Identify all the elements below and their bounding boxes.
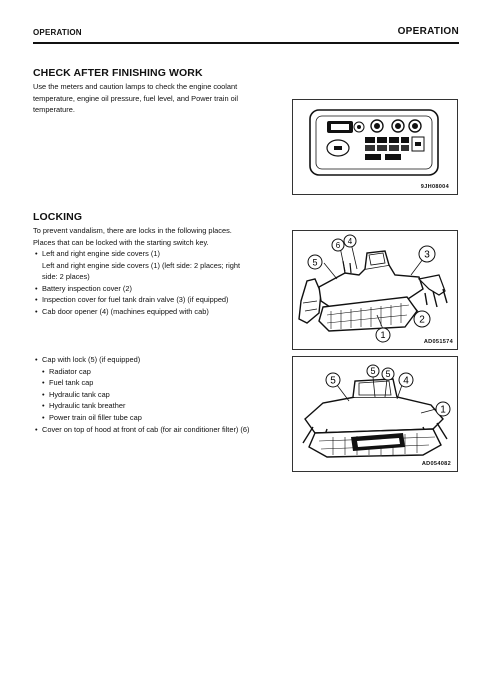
list-item: • Hydraulic tank breather bbox=[42, 401, 126, 411]
callout-3: 3 bbox=[424, 249, 430, 261]
bullet-icon: • bbox=[35, 355, 38, 364]
list-item: • Fuel tank cap bbox=[42, 378, 94, 388]
lock-list-caps bbox=[34, 354, 286, 435]
header-chapter-label: OPERATION bbox=[397, 26, 459, 37]
section1-line: temperature. bbox=[33, 105, 75, 115]
bullet-icon: • bbox=[35, 295, 38, 305]
callout-1: 1 bbox=[440, 404, 446, 416]
header-rule bbox=[33, 42, 459, 44]
list-item: • Left and right engine side covers (1) bbox=[35, 249, 160, 258]
section1-line: temperature, engine oil pressure, fuel level, and Power train oil bbox=[33, 93, 238, 103]
bullet-icon: • bbox=[35, 306, 38, 316]
callout-5: 5 bbox=[370, 366, 376, 376]
bullet-icon: • bbox=[42, 378, 45, 388]
section-title-locking: LOCKING bbox=[33, 211, 83, 223]
list-item: • Battery inspection cover (2) bbox=[35, 283, 132, 293]
lock-list-switch-key bbox=[34, 248, 282, 318]
bullet-icon: • bbox=[42, 389, 45, 399]
callout-4: 4 bbox=[347, 237, 353, 246]
list-item: • Power train oil filler tube cap bbox=[42, 412, 142, 422]
bulldozer-drawing bbox=[293, 231, 457, 349]
section1-paragraph bbox=[33, 81, 283, 116]
callout-5: 5 bbox=[312, 257, 318, 268]
bullet-icon: • bbox=[35, 249, 38, 258]
page-header bbox=[33, 26, 459, 40]
callout-1: 1 bbox=[380, 330, 386, 340]
list-item: Left and right engine side covers (1) (left side: 2 places; right bbox=[42, 260, 241, 270]
callout-5: 5 bbox=[385, 369, 391, 379]
figure-bulldozer-side-locks bbox=[292, 230, 458, 350]
figure-instrument-panel bbox=[292, 99, 458, 195]
list-item: • Hydraulic tank cap bbox=[42, 389, 110, 399]
figure-id: 9JH08004 bbox=[420, 184, 449, 190]
bulldozer-rear-drawing bbox=[293, 357, 457, 471]
figure-id: AD054082 bbox=[421, 461, 451, 467]
list-item: • Cab door opener (4) (machines equipped with cab) bbox=[35, 306, 209, 316]
figure-bulldozer-caps bbox=[292, 356, 458, 472]
bullet-icon: • bbox=[42, 412, 45, 422]
callout-4: 4 bbox=[403, 375, 409, 387]
section-title-check-after-finishing-work: CHECK AFTER FINISHING WORK bbox=[33, 67, 203, 79]
locking-intro bbox=[33, 225, 283, 248]
list-item: • Inspection cover for fuel tank drain valve (3) (if equipped) bbox=[35, 295, 229, 305]
callout-5: 5 bbox=[330, 375, 336, 387]
header-section-label: OPERATION bbox=[33, 28, 82, 37]
list-item: • Cap with lock (5) (if equipped) bbox=[35, 355, 141, 364]
bullet-icon: • bbox=[42, 366, 45, 376]
list-item: • Cover on top of hood at front of cab (for air conditioner filter) (6) bbox=[35, 424, 250, 434]
bullet-icon: • bbox=[42, 401, 45, 411]
intro-line: To prevent vandalism, there are locks in the following places. bbox=[33, 226, 232, 235]
section1-line: Use the meters and caution lamps to check the engine coolant bbox=[33, 82, 238, 91]
bullet-icon: • bbox=[35, 424, 38, 434]
list-item: • Radiator cap bbox=[42, 366, 91, 376]
figure-id: AD051574 bbox=[423, 339, 453, 345]
instrument-panel-drawing bbox=[293, 100, 457, 194]
callout-2: 2 bbox=[419, 314, 425, 326]
list-item: side: 2 places) bbox=[42, 272, 90, 282]
bullet-icon: • bbox=[35, 283, 38, 293]
intro-line: Places that can be locked with the starting switch key. bbox=[33, 237, 209, 247]
callout-6: 6 bbox=[335, 241, 341, 250]
